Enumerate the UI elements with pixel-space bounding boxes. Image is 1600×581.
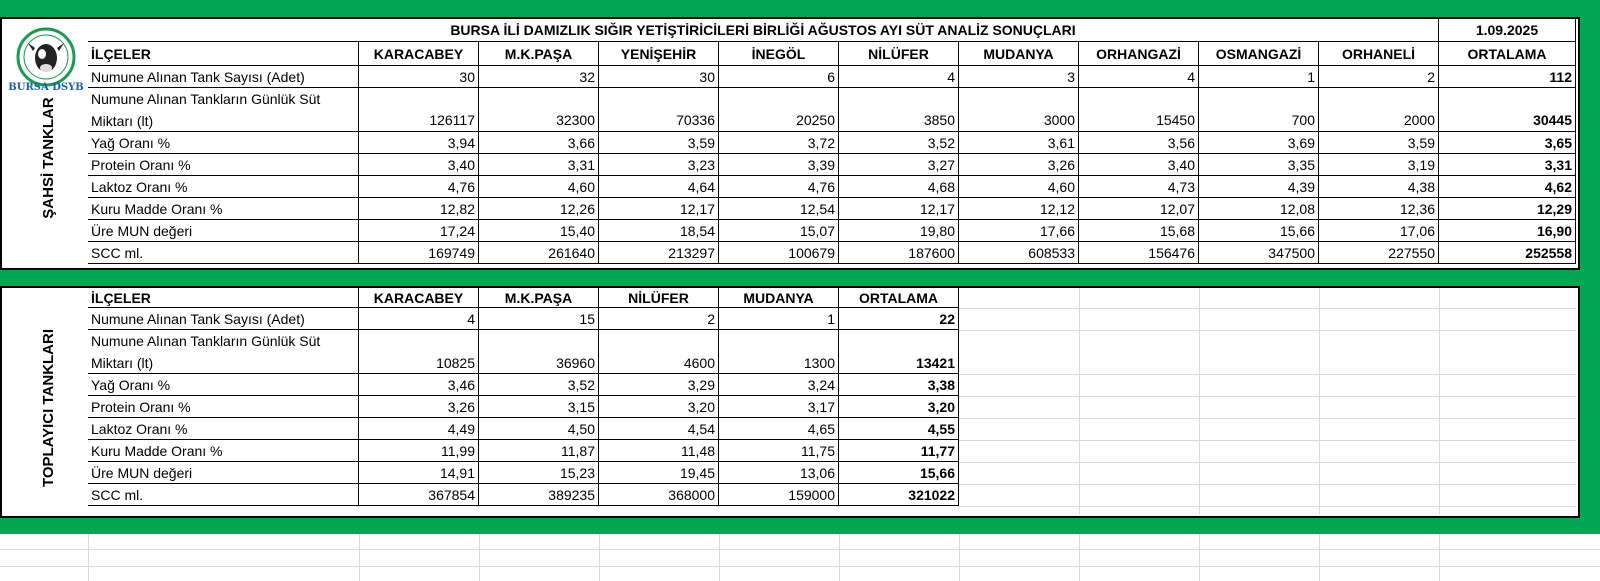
sahsi-value-cell: 3	[959, 66, 1079, 88]
toplayici-average-cell: 15,66	[839, 462, 959, 484]
toplayici-average-cell: 321022	[839, 484, 959, 506]
sahsi-value-cell: 3,31	[479, 154, 599, 176]
sahsi-column-header: MUDANYA	[959, 42, 1079, 66]
sahsi-value-cell: 3,72	[719, 132, 839, 154]
toplayici-value-cell: 11,48	[599, 440, 719, 462]
sahsi-average-cell: 112	[1439, 66, 1576, 88]
sahsi-value-cell: 3,27	[839, 154, 959, 176]
toplayici-value-cell: 36960	[479, 330, 599, 374]
sahsi-column-header: YENİŞEHİR	[599, 42, 719, 66]
toplayici-row-label: Laktoz Oranı %	[88, 418, 359, 440]
sahsi-row-label	[88, 88, 359, 132]
sheet-gridline	[959, 418, 1576, 419]
sahsi-value-cell: 17,06	[1319, 220, 1439, 242]
toplayici-value-cell: 11,99	[359, 440, 479, 462]
toplayici-row-label: Üre MUN değeri	[88, 462, 359, 484]
sahsi-value-cell: 32300	[479, 88, 599, 132]
sheet-gridline	[959, 330, 1576, 331]
sahsi-value-cell: 12,36	[1319, 198, 1439, 220]
sheet-gridline	[959, 440, 1576, 441]
toplayici-side-label: TOPLAYICI TANKLARI	[40, 328, 57, 488]
sahsi-column-header: KARACABEY	[359, 42, 479, 66]
sahsi-value-cell: 347500	[1199, 242, 1319, 264]
sahsi-value-cell: 100679	[719, 242, 839, 264]
sahsi-value-cell: 12,54	[719, 198, 839, 220]
sahsi-value-cell: 4	[1079, 66, 1199, 88]
sheet-gridline	[1319, 534, 1320, 581]
sheet-gridline	[1199, 288, 1200, 514]
sheet-gridline	[0, 566, 1600, 567]
sheet-gridline	[1439, 288, 1440, 514]
sahsi-average-cell: 3,65	[1439, 132, 1576, 154]
sahsi-value-cell: 700	[1199, 88, 1319, 132]
row-label-line: Miktarı (lt)	[91, 355, 154, 371]
sahsi-value-cell: 15,07	[719, 220, 839, 242]
sahsi-value-cell: 3850	[839, 88, 959, 132]
sahsi-value-cell: 4,60	[479, 176, 599, 198]
sahsi-value-cell: 169749	[359, 242, 479, 264]
sahsi-value-cell: 227550	[1319, 242, 1439, 264]
sahsi-value-cell: 17,24	[359, 220, 479, 242]
sahsi-value-cell: 30	[599, 66, 719, 88]
sahsi-value-cell: 3,40	[359, 154, 479, 176]
sahsi-value-cell: 12,26	[479, 198, 599, 220]
sheet-gridline	[959, 396, 1576, 397]
sahsi-value-cell: 4	[839, 66, 959, 88]
sahsi-average-cell: 3,31	[1439, 154, 1576, 176]
sahsi-value-cell: 12,08	[1199, 198, 1319, 220]
sheet-gridline	[359, 534, 360, 581]
sahsi-value-cell: 12,17	[839, 198, 959, 220]
toplayici-value-cell: 3,17	[719, 396, 839, 418]
sahsi-row-label: Kuru Madde Oranı %	[88, 198, 359, 220]
toplayici-value-cell: 4,49	[359, 418, 479, 440]
sheet-gridline	[1319, 288, 1320, 514]
toplayici-row-label	[88, 330, 359, 374]
sheet-gridline	[959, 506, 1576, 507]
sheet-gridline	[719, 534, 720, 581]
sahsi-value-cell: 3000	[959, 88, 1079, 132]
toplayici-row-label: Numune Alınan Tank Sayısı (Adet)	[88, 308, 359, 330]
toplayici-value-cell: 3,29	[599, 374, 719, 396]
sahsi-value-cell: 15,66	[1199, 220, 1319, 242]
row-label-line: Miktarı (lt)	[91, 113, 154, 129]
toplayici-value-cell: 3,24	[719, 374, 839, 396]
sahsi-average-cell: 30445	[1439, 88, 1576, 132]
sahsi-column-header: İNEGÖL	[719, 42, 839, 66]
sahsi-column-header: M.K.PAŞA	[479, 42, 599, 66]
sahsi-value-cell: 30	[359, 66, 479, 88]
sahsi-value-cell: 3,19	[1319, 154, 1439, 176]
sahsi-value-cell: 15,40	[479, 220, 599, 242]
sahsi-row-label: Üre MUN değeri	[88, 220, 359, 242]
sahsi-average-cell: 252558	[1439, 242, 1576, 264]
sahsi-value-cell: 17,66	[959, 220, 1079, 242]
sahsi-value-cell: 4,39	[1199, 176, 1319, 198]
green-band-right	[1578, 0, 1600, 534]
sahsi-value-cell: 18,54	[599, 220, 719, 242]
toplayici-value-cell: 13,06	[719, 462, 839, 484]
sahsi-row-label: Protein Oranı %	[88, 154, 359, 176]
toplayici-row-label: Protein Oranı %	[88, 396, 359, 418]
sahsi-column-header: OSMANGAZİ	[1199, 42, 1319, 66]
toplayici-value-cell: 4600	[599, 330, 719, 374]
toplayici-header-label: İLÇELER	[88, 288, 359, 308]
sahsi-value-cell: 20250	[719, 88, 839, 132]
sahsi-row-label: Laktoz Oranı %	[88, 176, 359, 198]
sahsi-value-cell: 4,73	[1079, 176, 1199, 198]
sahsi-value-cell: 12,82	[359, 198, 479, 220]
sahsi-value-cell: 4,38	[1319, 176, 1439, 198]
sahsi-value-cell: 2	[1319, 66, 1439, 88]
toplayici-value-cell: 4	[359, 308, 479, 330]
sahsi-value-cell: 3,39	[719, 154, 839, 176]
sahsi-value-cell: 15450	[1079, 88, 1199, 132]
green-band-bottom	[0, 516, 1600, 534]
sheet-gridline	[0, 549, 1600, 550]
toplayici-value-cell: 10825	[359, 330, 479, 374]
toplayici-value-cell: 389235	[479, 484, 599, 506]
sahsi-value-cell: 19,80	[839, 220, 959, 242]
toplayici-row-label: Kuru Madde Oranı %	[88, 440, 359, 462]
sahsi-row-label: SCC ml.	[88, 242, 359, 264]
toplayici-value-cell: 4,65	[719, 418, 839, 440]
sheet-gridline	[959, 308, 1576, 309]
toplayici-value-cell: 3,15	[479, 396, 599, 418]
sahsi-value-cell: 2000	[1319, 88, 1439, 132]
sheet-gridline	[1439, 534, 1440, 581]
toplayici-column-header: NİLÜFER	[599, 288, 719, 308]
green-band-top	[0, 0, 1600, 18]
toplayici-average-cell: 3,38	[839, 374, 959, 396]
sheet-gridline	[959, 374, 1576, 375]
toplayici-value-cell: 11,87	[479, 440, 599, 462]
sheet-gridline	[1199, 534, 1200, 581]
toplayici-column-header: M.K.PAŞA	[479, 288, 599, 308]
sahsi-value-cell: 126117	[359, 88, 479, 132]
sahsi-value-cell: 3,26	[959, 154, 1079, 176]
sahsi-value-cell: 3,52	[839, 132, 959, 154]
sahsi-value-cell: 3,35	[1199, 154, 1319, 176]
toplayici-column-header: ORTALAMA	[839, 288, 959, 308]
toplayici-value-cell: 4,54	[599, 418, 719, 440]
sahsi-value-cell: 187600	[839, 242, 959, 264]
sheet-gridline	[88, 534, 89, 581]
sahsi-column-header: NİLÜFER	[839, 42, 959, 66]
toplayici-value-cell: 14,91	[359, 462, 479, 484]
toplayici-average-cell: 22	[839, 308, 959, 330]
toplayici-value-cell: 19,45	[599, 462, 719, 484]
toplayici-average-cell: 3,20	[839, 396, 959, 418]
report-title: BURSA İLİ DAMIZLIK SIĞIR YETİŞTİRİCİLERİ BİRLİĞİ AĞUSTOS AYI SÜT ANALİZ SONUÇLARI	[88, 19, 1439, 42]
toplayici-value-cell: 3,20	[599, 396, 719, 418]
sheet-gridline	[1079, 288, 1080, 514]
sahsi-value-cell: 3,23	[599, 154, 719, 176]
sahsi-value-cell: 4,76	[719, 176, 839, 198]
sahsi-column-header: ORHANELİ	[1319, 42, 1439, 66]
sahsi-value-cell: 4,60	[959, 176, 1079, 198]
toplayici-value-cell: 2	[599, 308, 719, 330]
toplayici-value-cell: 4,50	[479, 418, 599, 440]
sheet-gridline	[1079, 534, 1080, 581]
sahsi-column-header: ORTALAMA	[1439, 42, 1576, 66]
svg-text:BURSA DSYB: BURSA DSYB	[8, 82, 84, 93]
sahsi-row-label: Numune Alınan Tank Sayısı (Adet)	[88, 66, 359, 88]
sahsi-value-cell: 608533	[959, 242, 1079, 264]
sahsi-value-cell: 12,12	[959, 198, 1079, 220]
sahsi-value-cell: 12,07	[1079, 198, 1199, 220]
sahsi-value-cell: 3,59	[599, 132, 719, 154]
sahsi-value-cell: 6	[719, 66, 839, 88]
sahsi-value-cell: 213297	[599, 242, 719, 264]
sahsi-average-cell: 4,62	[1439, 176, 1576, 198]
toplayici-value-cell: 15,23	[479, 462, 599, 484]
row-label-line: Numune Alınan Tankların Günlük Süt	[91, 91, 321, 107]
toplayici-column-header: MUDANYA	[719, 288, 839, 308]
sahsi-column-header: ORHANGAZİ	[1079, 42, 1199, 66]
sahsi-value-cell: 3,59	[1319, 132, 1439, 154]
toplayici-value-cell: 159000	[719, 484, 839, 506]
sahsi-value-cell: 261640	[479, 242, 599, 264]
toplayici-row-label: Yağ Oranı %	[88, 374, 359, 396]
sahsi-value-cell: 3,66	[479, 132, 599, 154]
sahsi-side-label: ŞAHSİ TANKLAR	[40, 97, 57, 219]
sahsi-value-cell: 3,94	[359, 132, 479, 154]
sahsi-row-label: Yağ Oranı %	[88, 132, 359, 154]
toplayici-value-cell: 368000	[599, 484, 719, 506]
sahsi-value-cell: 3,56	[1079, 132, 1199, 154]
sahsi-value-cell: 12,17	[599, 198, 719, 220]
sahsi-value-cell: 3,61	[959, 132, 1079, 154]
toplayici-value-cell: 15	[479, 308, 599, 330]
sahsi-value-cell: 15,68	[1079, 220, 1199, 242]
toplayici-value-cell: 3,52	[479, 374, 599, 396]
toplayici-value-cell: 367854	[359, 484, 479, 506]
sahsi-value-cell: 3,69	[1199, 132, 1319, 154]
toplayici-row-label: SCC ml.	[88, 484, 359, 506]
sahsi-header-label: İLÇELER	[88, 42, 359, 66]
toplayici-value-cell: 3,26	[359, 396, 479, 418]
toplayici-value-cell: 1	[719, 308, 839, 330]
sahsi-value-cell: 156476	[1079, 242, 1199, 264]
toplayici-value-cell: 11,75	[719, 440, 839, 462]
green-band-middle	[0, 268, 1600, 288]
sheet-gridline	[599, 534, 600, 581]
sahsi-value-cell: 1	[1199, 66, 1319, 88]
row-label-line: Numune Alınan Tankların Günlük Süt	[91, 333, 321, 349]
sahsi-average-cell: 16,90	[1439, 220, 1576, 242]
sahsi-value-cell: 70336	[599, 88, 719, 132]
sahsi-value-cell: 4,68	[839, 176, 959, 198]
sahsi-value-cell: 32	[479, 66, 599, 88]
toplayici-value-cell: 3,46	[359, 374, 479, 396]
sheet-gridline	[959, 484, 1576, 485]
toplayici-average-cell: 11,77	[839, 440, 959, 462]
sheet-gridline	[959, 462, 1576, 463]
sahsi-value-cell: 3,40	[1079, 154, 1199, 176]
sahsi-average-cell: 12,29	[1439, 198, 1576, 220]
report-date: 1.09.2025	[1439, 19, 1576, 42]
toplayici-column-header: KARACABEY	[359, 288, 479, 308]
sahsi-value-cell: 4,64	[599, 176, 719, 198]
toplayici-average-cell: 4,55	[839, 418, 959, 440]
sheet-gridline	[959, 534, 960, 581]
toplayici-average-cell: 13421	[839, 330, 959, 374]
toplayici-value-cell: 1300	[719, 330, 839, 374]
sheet-gridline	[479, 534, 480, 581]
sahsi-value-cell: 4,76	[359, 176, 479, 198]
sheet-gridline	[839, 534, 840, 581]
